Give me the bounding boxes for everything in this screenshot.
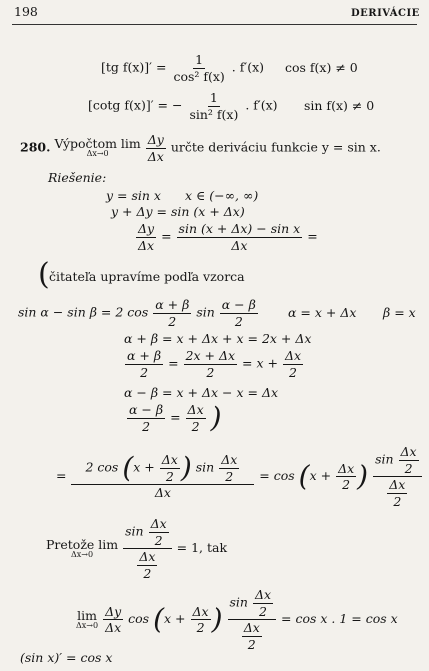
big-rhs-sn: Δx	[400, 444, 417, 459]
big-rhs-frac-den-d: 2	[393, 493, 402, 509]
l3-rden: Δx	[231, 237, 248, 253]
l3-end: =	[307, 228, 318, 244]
tg-left: [tg f(x)]′ =	[101, 59, 167, 75]
problem-frac-den: Δx	[147, 148, 164, 164]
problem-statement	[20, 133, 381, 163]
tg-den: cos² f(x)	[173, 68, 225, 84]
final-in: x +	[164, 611, 186, 626]
final-den-d: 2	[247, 636, 256, 652]
final-den: Δx	[105, 620, 122, 635]
l3-den: Δx	[138, 237, 155, 253]
big-rhs-in: x +	[309, 468, 332, 483]
big-sin-num: Δx	[221, 452, 238, 468]
sum-to-product-formula	[18, 298, 259, 328]
s2-num3: Δx	[284, 348, 302, 363]
solution-domain: x ∈ (−∞, ∞)	[185, 188, 259, 203]
because-den-n: Δx	[139, 549, 156, 564]
final-num: Δy	[105, 603, 122, 619]
because-tail: = 1, tak	[176, 540, 228, 555]
big-rhs: = cos	[259, 468, 295, 483]
final-in-den: 2	[196, 620, 205, 635]
cotg-den: sin² f(x)	[189, 106, 239, 122]
because-sn: Δx	[150, 516, 167, 531]
problem-lim-text: Výpočtom lim	[54, 136, 141, 152]
big-expression: = 2 cos (x + $\frac{\Delta x}{2}$ ) sin $\frac{\Delta x}{2}$ Δx = cos (x + $\frac{\Delta x}{2}$ ) sin $\frac{\Delta x}{2}$ $\frac{\Delta x}{2}$	[56, 445, 423, 508]
big-eq: =	[56, 468, 67, 483]
solution-label: Riešenie:	[48, 170, 107, 185]
header-rule	[12, 24, 417, 25]
s4-num: α − β	[129, 402, 164, 417]
cotg-condition: sin f(x) ≠ 0	[304, 98, 375, 113]
reader-note: čitateľa upravíme podľa vzorca	[49, 269, 245, 284]
s4-num2: Δx	[187, 402, 204, 417]
l3-eq: =	[161, 228, 172, 244]
s4-den: 2	[142, 418, 151, 434]
s2-den3: 2	[289, 364, 297, 380]
final-den-n: Δx	[243, 620, 260, 635]
result: (sin x)′ = cos x	[20, 650, 113, 665]
big-rhs-frac-den-n: Δx	[389, 477, 406, 492]
sum-mid: sin	[196, 304, 215, 320]
big-rhs-sd: 2	[404, 460, 413, 476]
because-line	[46, 517, 227, 580]
l3-rnum: sin (x + Δx) − sin x	[178, 221, 301, 236]
sum-f1-num: α + β	[155, 297, 190, 312]
big-rhs-frac-num: sin	[375, 451, 394, 467]
solution-line-3	[135, 222, 318, 252]
tg-tail: . f′(x)	[231, 59, 265, 75]
page-number: 198	[14, 4, 38, 19]
big-den: Δx	[154, 485, 171, 501]
final-sd: 2	[259, 603, 267, 619]
big-in-num: Δx	[161, 452, 178, 468]
step-2	[124, 349, 304, 379]
final-in-num: Δx	[192, 603, 209, 619]
problem-text: určte deriváciu funkcie y = sin x.	[170, 139, 381, 155]
open-paren: (	[38, 257, 50, 292]
final-line: lim Δx→0 $\frac{\Delta y}{\Delta x}$ cos (x + $\frac{\Delta x}{2}$ ) sin $\frac{\Delta x}{2}$ $\frac{\Delta x}{2}$ = cos x . 1 = cos x	[76, 587, 398, 652]
final-tail: = cos x . 1 = cos x	[281, 611, 398, 626]
s2-den: 2	[140, 364, 149, 380]
because-sd: 2	[154, 532, 163, 548]
final-cos: cos	[128, 611, 150, 626]
s2-num2: 2x + Δx	[185, 348, 236, 363]
final-sub: Δx→0	[76, 620, 99, 630]
problem-frac-num: Δy	[147, 132, 164, 147]
tg-num: 1	[195, 52, 204, 67]
s4-den2: 2	[191, 418, 200, 434]
cotg-left: [cotg f(x)]′ = −	[88, 97, 183, 113]
big-sin-den: 2	[225, 468, 234, 484]
big-rhs-in-den: 2	[342, 477, 351, 492]
big-in-den: 2	[165, 468, 174, 484]
sub-beta: β = x	[383, 305, 416, 320]
problem-lim-sub: Δx→0	[86, 149, 109, 159]
cotg-tail: . f′(x)	[245, 97, 278, 113]
final-lim: lim	[77, 607, 97, 623]
problem-number: 280.	[20, 139, 51, 155]
s2-eq: =	[168, 355, 179, 371]
tg-formula	[101, 53, 264, 83]
final-sn: Δx	[254, 587, 272, 602]
step-1: α + β = x + Δx + x = 2x + Δx	[124, 331, 312, 346]
s2-den2: 2	[206, 364, 215, 380]
s4-close: )	[210, 401, 222, 434]
because-num: sin	[125, 523, 144, 539]
cotg-num: 1	[209, 90, 218, 105]
big-num-a: 2 cos	[85, 459, 119, 475]
solution-line-2: y + Δy = sin (x + Δx)	[111, 204, 245, 219]
sum-f2-num: α − β	[221, 297, 256, 312]
because-sub: Δx→0	[71, 549, 94, 559]
running-title: DERIVÁCIE	[351, 8, 420, 19]
sub-alpha: α = x + Δx	[288, 305, 357, 320]
because-den-d: 2	[143, 565, 152, 581]
cotg-formula	[88, 91, 278, 121]
s2-num: α + β	[127, 348, 162, 363]
sum-left: sin α − sin β = 2 cos	[18, 304, 149, 320]
step-3: α − β = x + Δx − x = Δx	[124, 385, 279, 400]
solution-line-1: y = sin x	[106, 188, 161, 203]
big-sin: sin	[195, 459, 215, 475]
step-4	[126, 403, 222, 433]
sum-f1-den: 2	[168, 313, 177, 329]
tg-condition: cos f(x) ≠ 0	[285, 60, 358, 75]
s4-eq: =	[170, 409, 181, 425]
sum-f2-den: 2	[234, 313, 243, 329]
because-text: Pretože lim	[46, 536, 119, 552]
s2-mid: = x +	[242, 355, 278, 371]
big-paren-in: x +	[133, 459, 155, 475]
l3-num: Δy	[138, 221, 155, 236]
final-frac-num: sin	[229, 594, 248, 610]
big-rhs-in-num: Δx	[338, 460, 355, 476]
